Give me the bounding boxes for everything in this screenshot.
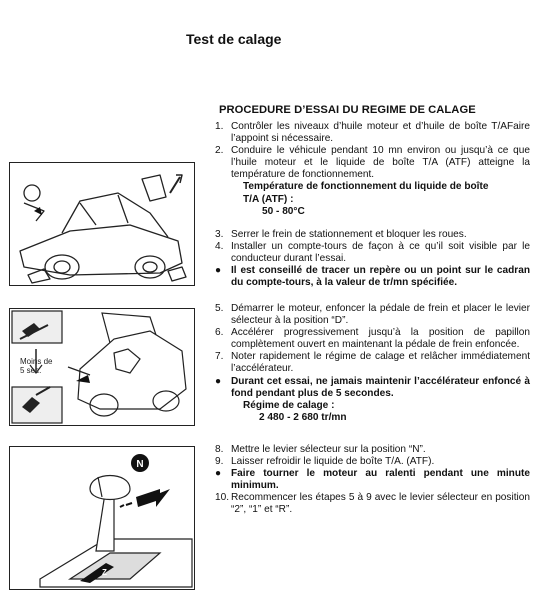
atf-temp-label: Température de fonctionnement du liquide de boîte T/A (ATF) : [243, 181, 489, 205]
neutral-badge-text: N [136, 459, 144, 470]
note-item: ● Faire tourner le moteur au ralenti pendant une minute minimum. [215, 468, 530, 492]
step-item: 8. Mettre le levier sélecteur sur la position “N”. [215, 444, 426, 455]
note-item: ● Il est conseillé de tracer un repère ou un point sur le cadran du compte-tours, à la valeur de tr/mn spécifiée. [215, 265, 530, 289]
section-title: PROCEDURE D’ESSAI DU REGIME DE CALAGE [219, 104, 476, 116]
figure-stall-test [9, 308, 195, 426]
steps-block-3 [215, 303, 530, 424]
figure-car-prep [9, 162, 195, 286]
stall-rpm-value: 2 480 - 2 680 tr/mn [259, 411, 347, 423]
step-item: 6. Accélérer progressivement jusqu’à la position de papillon complètement ouvert en maintenant la pédale de frein enfoncée. [215, 327, 530, 351]
step-item: 5. Démarrer le moteur, enfoncer la pédale de frein et placer le levier sélecteur à la position “D”. [215, 303, 530, 327]
duration-label: Moins de 5 sec. [20, 357, 53, 375]
step-item: 4. Installer un compte-tours de façon à ce qu’il soit visible par le conducteur durant l’essai. [215, 241, 530, 265]
figure-gear-selector [9, 446, 195, 590]
atf-temp-value: 50 - 80°C [262, 205, 305, 217]
car-prep-illustration [10, 163, 194, 285]
step-item: 3. Serrer le frein de stationnement et bloquer les roues. [215, 229, 467, 240]
step-item: 10. Recommencer les étapes 5 à 9 avec le levier sélecteur en position “2”, “1” et “R”. [215, 492, 530, 516]
arrow-icon [136, 489, 170, 507]
steps-block-4 [215, 444, 530, 517]
stall-rpm-label: Régime de calage : [243, 399, 335, 411]
note-item: ● Durant cet essai, ne jamais maintenir l’accélérateur enfoncé à fond pendant plus de 5 secondes. [215, 375, 530, 399]
step-item: 9. Laisser refroidir le liquide de boîte T/A. (ATF). [215, 456, 435, 468]
step-item: 1. Contrôler les niveaux d’huile moteur et d’huile de boîte T/AFaire l’appoint si nécessaire. [215, 121, 530, 145]
steps-block-2 [215, 229, 530, 289]
page-title: Test de calage [186, 31, 282, 47]
gate-letter: Z [102, 568, 107, 577]
gear-selector-illustration [10, 447, 194, 589]
steps-block-1 [215, 121, 530, 218]
step-item: 7. Noter rapidement le régime de calage et relâcher immédiatement l’accélérateur. [215, 351, 530, 375]
step-item: 2. Conduire le véhicule pendant 10 mn environ ou jusqu’à ce que l’huile moteur et le liquide de boîte T/A (ATF) atteigne la température de fonctionnement. [215, 145, 530, 181]
